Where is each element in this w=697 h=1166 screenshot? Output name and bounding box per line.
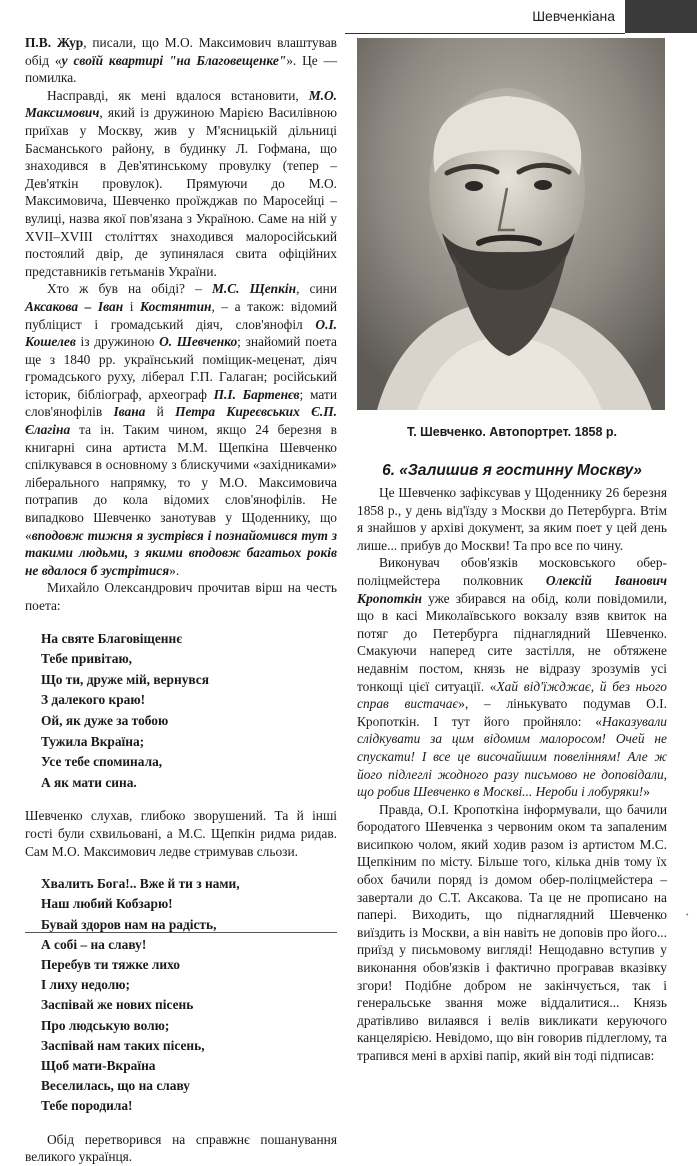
text-run: » xyxy=(643,784,650,800)
text-run: , який із дружиною Марією Василівною приїхав у Москву, жив у М'ясницькій дільниці Басманського району, в будинку Л. Гофмана, що знаходився в Дев'ятинському провулку (тепер – Дев'яткін провулок). Прямуючи до М.О. Максимовича, Шевченко проїжджав по Маросейці – вулиці, назва якої пов'язана з Україною. Саме на ній у XVII–XVIII століттях знаходився малоросійський постоялий двір, де зупинялася свита офіційних представників гетьманів України. xyxy=(25,105,337,279)
poem-line: З далекого краю! xyxy=(41,692,146,708)
poem-line: Заспівай нам таких пісень, xyxy=(41,1037,205,1053)
text-run: уже збирався на обід, коли повідомили, що в касі Миколаївського вокзалу взяв квиток на потяг до Петербурга піднаглядний Шевченко. Смакуючи наперед сите застілля, не обтяжене недавнім постом, князь не відразу зрозумів усі тонкощі цієї ситуації. « xyxy=(357,590,667,694)
poem-line: Що ти, друже мій, вернувся xyxy=(41,671,209,687)
text-run: М.С. Щепкін xyxy=(211,281,297,297)
text-run: Костянтин xyxy=(140,298,212,314)
text-run: , писали, що М.О. Максимович влаштував обід « xyxy=(25,35,337,68)
text-run: вподовж тижня я зустрівся і познайомився тут з такими людьми, з якими вподовж багатьох років не вдалося б зустрітися xyxy=(25,527,337,578)
text-run: , – а також: відомий публіцист і громадський діяч, слов'янофіл xyxy=(25,298,337,332)
text-run: Аксакова – Іван xyxy=(25,298,124,314)
poem-2 xyxy=(41,874,337,1116)
poem-line: Наш любий Кобзарю! xyxy=(41,896,173,912)
right-paragraph-3 xyxy=(357,801,667,1065)
poem-line: І лиху недолю; xyxy=(41,977,130,993)
text-run: О.І. Кошелев xyxy=(25,316,337,350)
text-run: », – лінькувато подумав О.І. Кропоткін. І тут його пройняло: « xyxy=(357,696,667,729)
poem-line: Веселилась, що на славу xyxy=(41,1078,190,1094)
portrait-caption: Т. Шевченко. Автопортрет. 1858 р. xyxy=(406,425,618,439)
left-paragraph-3 xyxy=(25,280,337,579)
poem-line: Ой, як дуже за тобою xyxy=(41,712,169,728)
poem-line: Заспівай же нових пісень xyxy=(41,997,194,1013)
section-title: Шевченкіана xyxy=(532,8,615,24)
text-run: ; мати слов'янофілів xyxy=(25,386,337,420)
text-run: Петра Киреєвських Є.П. Єлагіна xyxy=(25,404,337,438)
text-run: й xyxy=(145,404,176,420)
text-run: ». xyxy=(169,562,180,578)
text-run: Івана xyxy=(113,404,146,420)
header-tab-block xyxy=(625,0,697,33)
poem-line: Тебе породила! xyxy=(41,1098,133,1114)
right-paragraph-2 xyxy=(357,554,667,800)
text-run: О. Шевченко xyxy=(159,334,238,350)
text-run: і xyxy=(123,298,141,314)
text-run: Насправді, як мені вдалося встановити, xyxy=(47,87,309,103)
text-run: Хай від'їжджає, й без нього справ вистачає xyxy=(357,678,667,712)
text-run: ; знайомий поета ще з 1840 рр. український поміщик-меценат, діяч громадського руху, ліберал Г.П. Галаган; російський історик, бібліограф, археограф xyxy=(25,334,337,402)
left-paragraph-6: Обід перетворився на справжнє пошанування великого українця. xyxy=(25,1131,337,1165)
poem-line: Усе тебе споминала, xyxy=(41,754,163,770)
section-heading: 6. «Залишив я гостинну Москву» xyxy=(382,462,642,479)
self-portrait-image xyxy=(357,38,665,410)
footer-rule xyxy=(25,932,337,933)
poem-line: Щоб мати-Вкраїна xyxy=(41,1057,156,1073)
text-run: у своїй квартирі "на Благовещенке" xyxy=(61,52,287,68)
poem-line: Тужила Вкраїна; xyxy=(41,733,145,749)
page-edge-mark: • xyxy=(686,912,689,919)
poem-1 xyxy=(41,629,337,794)
left-paragraph-1 xyxy=(25,34,337,87)
portrait-drawing xyxy=(357,38,665,410)
text-run: та ін. Таким чином, якщо 24 березня в книгарні сина артиста М.М. Щепкіна Шевченко спілкувався в основному з блискучими «західниками» ліберального напрямку, то у М.О. Максимовича потрапив до кола відомих слов'янофілів. Не випадково Шевченко занотував у Щоденнику, що « xyxy=(25,422,337,543)
text-run: ». Це — помилка. xyxy=(25,52,338,86)
right-paragraph-1 xyxy=(357,484,667,554)
text-run: Олексій Іванович Кропоткін xyxy=(357,572,667,606)
text-run: Виконувач обов'язків московського обер-поліцмейстера полковник xyxy=(357,555,667,588)
text-run: Це Шевченко зафіксував у Щоденнику 26 березня 1858 р., у день від'їзду з Москви до Петербурга. Втім я знайшов у архіві документ, за яким поет у цей день лише... прибув до Москви! Та про все по чину. xyxy=(357,485,667,553)
text-run: Хто ж був на обіді? – xyxy=(47,281,212,297)
left-paragraph-4: Михайло Олександрович прочитав вірш на честь поета: xyxy=(25,580,337,613)
poem-line: Про людськую волю; xyxy=(41,1017,170,1033)
right-column xyxy=(357,460,667,1065)
running-header xyxy=(345,0,625,34)
text-run: Наказували слідкувати за цим відомим малоросом! Очей не спускати! І все це височайшим повелінням! Але ж його підлеглі жодного разу письмово не доповідали, що робив Шевченко в Москві... Нероби і лобуряки! xyxy=(357,713,667,800)
poem-line: Тебе привітаю, xyxy=(41,651,133,667)
text-run: П.І. Бартенєв xyxy=(213,386,300,402)
text-run: , сини xyxy=(296,281,337,297)
text-run: М.О. Максимович xyxy=(25,87,337,121)
poem-line: А собі – на славу! xyxy=(41,936,147,952)
poem-line: А як мати сина. xyxy=(41,774,137,790)
left-paragraph-2 xyxy=(25,87,337,281)
poem-line: Перебув ти тяжке лихо xyxy=(41,956,180,972)
poem-line: На святе Благовіщеннє xyxy=(41,630,182,646)
poem-line: Хвалить Бога!.. Вже й ти з нами, xyxy=(41,876,240,892)
text-run: П.В. Жур xyxy=(25,35,84,50)
left-column xyxy=(25,34,337,1166)
left-paragraph-5: Шевченко слухав, глибоко зворушений. Та й інші гості були схвильовані, а М.С. Щепкін ридма ридав. Сам М.О. Максимович ледве стримував сльози. xyxy=(25,808,337,859)
text-run: Правда, О.І. Кропоткіна інформували, що бачили бородатого Шевченка з червоним оком та запаленим висипкою чолом, який ходив разом із артистом М.С. Щепкіним по місту. Більше того, кілька днів тому їх обох бачили поряд із домом обер-поліцмейстера – завертали до С.Т. Аксакова. Та це не прописано на папері. Виходить, що піднаглядний Шевченко виїздить із Москви, а він навіть не доповів про його... приїзд у письмовому вигляді! Нещодавно вступив у виконання обов'язків і фактично програвав вказівку згори! Подібне добром не закінчується, так і генеральське звання може віддалитися... Князь дратівливо вилаявся і велів викликати керуючого канцелярією. Невідомо, що він говорив підлеглому, та трапився мені в архіві папір, який він тоді підписав: xyxy=(357,801,667,1063)
text-run: із дружиною xyxy=(75,334,160,350)
poem-line: Бувай здоров нам на радість, xyxy=(41,916,217,932)
